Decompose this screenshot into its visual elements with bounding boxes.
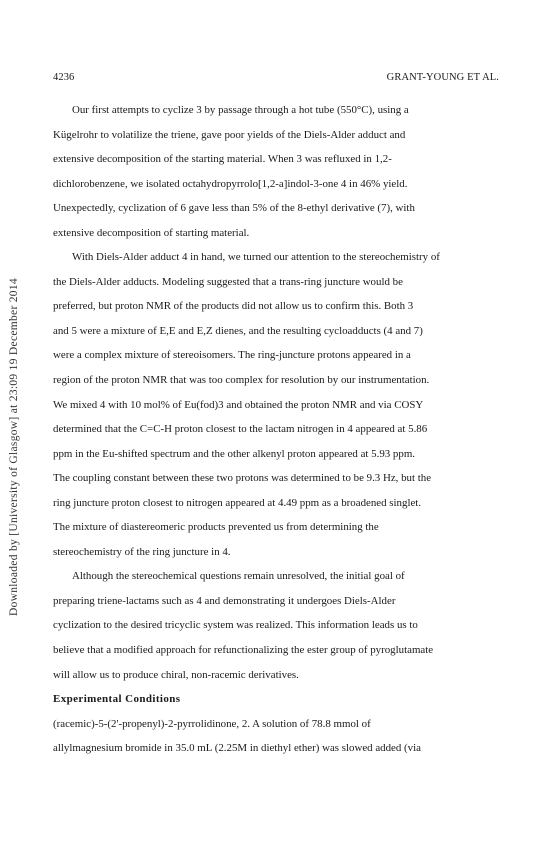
text-line: extensive decomposition of starting material. (53, 226, 250, 239)
text-line: cyclization to the desired tricyclic system was realized. This information leads us to (53, 619, 418, 632)
text-line: The mixture of diastereomeric products prevented us from determining the (53, 521, 379, 534)
article-body (53, 98, 499, 761)
text-line: ppm in the Eu-shifted spectrum and the other alkenyl proton appeared at 5.93 ppm. (53, 447, 416, 460)
text-line: allylmagnesium bromide in 35.0 mL (2.25M in diethyl ether) was slowed added (via (53, 742, 421, 755)
text-line: and 5 were a mixture of E,E and E,Z dienes, and the resulting cycloadducts (4 and 7) (53, 324, 423, 337)
text-line: Unexpectedly, cyclization of 6 gave less than 5% of the 8-ethyl derivative (7), with (53, 202, 415, 215)
text-line: extensive decomposition of the starting material. When 3 was refluxed in 1,2- (53, 153, 392, 166)
running-head: GRANT-YOUNG ET AL. (386, 72, 499, 83)
text-line: region of the proton NMR that was too complex for resolution by our instrumentation. (53, 374, 430, 387)
page-number: 4236 (53, 72, 75, 83)
text-line: We mixed 4 with 10 mol% of Eu(fod)3 and obtained the proton NMR and via COSY (53, 398, 424, 411)
text-line: believe that a modified approach for refunctionalizing the ester group of pyroglutamate (53, 644, 434, 657)
section-heading: Experimental Conditions (53, 693, 181, 706)
text-line: dichlorobenzene, we isolated octahydropyrrolo[1,2-a]indol-3-one 4 in 46% yield. (53, 177, 408, 190)
text-line: With Diels-Alder adduct 4 in hand, we turned our attention to the stereochemistry of (72, 251, 440, 264)
text-line: preferred, but proton NMR of the products did not allow us to confirm this. Both 3 (53, 300, 414, 313)
text-line: The coupling constant between these two protons was determined to be 9.3 Hz, but the (53, 472, 432, 485)
text-line: Kügelrohr to volatilize the triene, gave poor yields of the Diels-Alder adduct and (53, 128, 406, 141)
text-line: stereochemistry of the ring juncture in 4. (53, 545, 231, 558)
text-line: ring juncture proton closest to nitrogen appeared at 4.49 ppm as a broadened singlet. (53, 496, 422, 509)
text-line: will allow us to produce chiral, non-racemic derivatives. (53, 668, 299, 681)
text-line: Our first attempts to cyclize 3 by passage through a hot tube (550°C), using a (72, 104, 409, 116)
download-watermark: Downloaded by [University of Glasgow] at 23:09 19 December 2014 (8, 278, 20, 616)
compound-entry-line: (racemic)-5-(2'-propenyl)-2-pyrrolidinone, 2. A solution of 78.8 mmol of (53, 717, 371, 730)
text-line: Although the stereochemical questions remain unresolved, the initial goal of (72, 570, 405, 583)
text-line: determined that the C=C-H proton closest to the lactam nitrogen in 4 appeared at 5.86 (53, 423, 428, 436)
page-header (53, 72, 499, 86)
text-line: preparing triene-lactams such as 4 and demonstrating it undergoes Diels-Alder (53, 594, 396, 607)
text-line: the Diels-Alder adducts. Modeling suggested that a trans-ring juncture would be (53, 275, 403, 288)
text-line: were a complex mixture of stereoisomers. The ring-juncture protons appeared in a (53, 349, 411, 362)
